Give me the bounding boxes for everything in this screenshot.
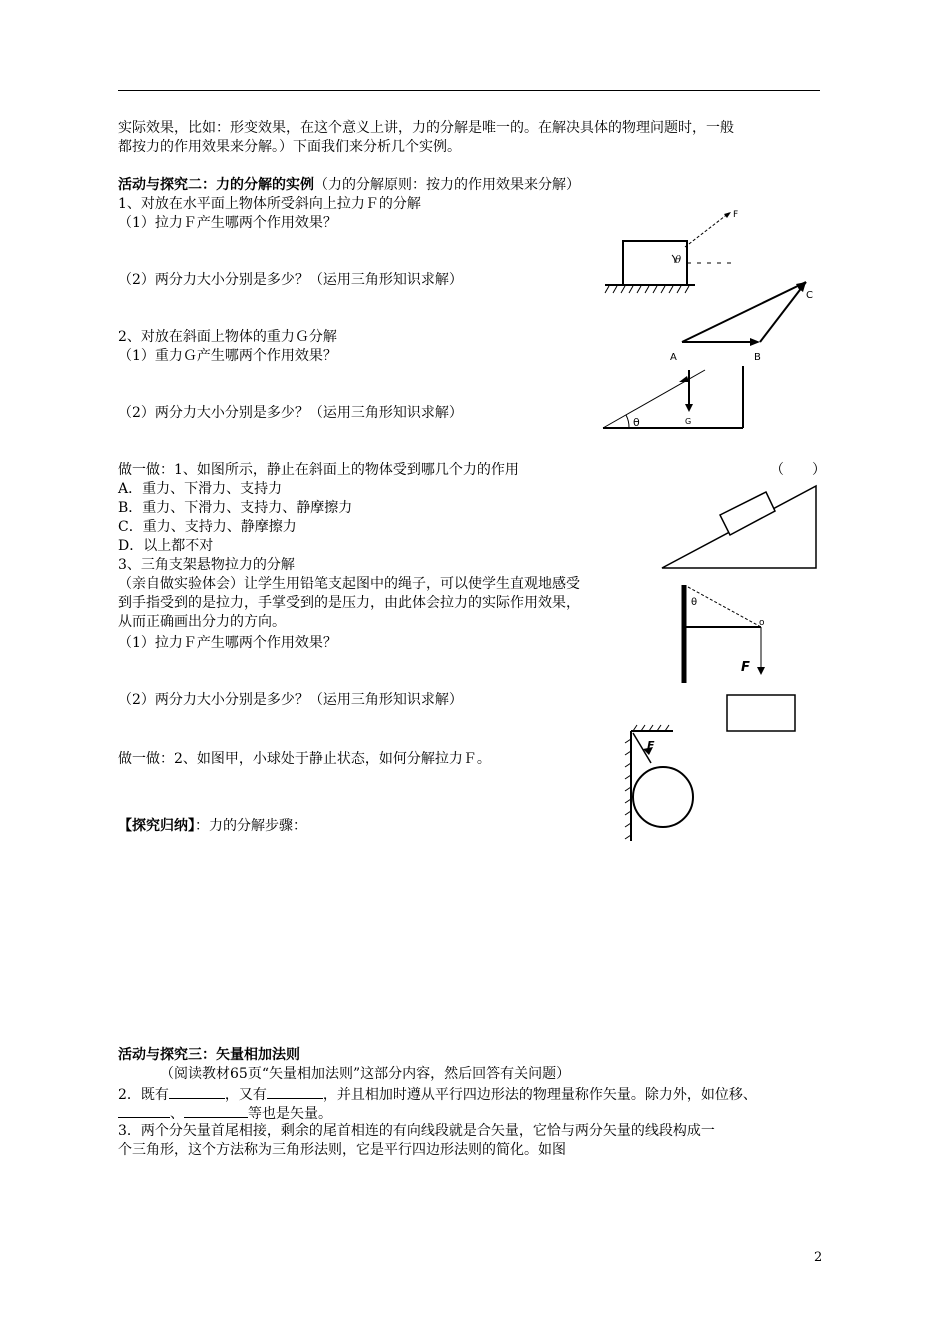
activity3-q2-line2: 、 等也是矢量。: [118, 1103, 332, 1123]
item3-q2: （2）两分力大小分别是多少？（运用三角形知识求解）: [118, 692, 463, 708]
item1-title: 1、对放在水平面上物体所受斜向上拉力Ｆ的分解: [118, 196, 421, 212]
option-b: B．重力、下滑力、支持力、静摩擦力: [118, 500, 353, 516]
item3-desc-1: （亲自做实验体会）让学生用铅笔支起图中的绳子，可以使学生直观地感受: [118, 576, 580, 592]
activity3-note: （阅读教材65页“矢量相加法则”这部分内容，然后回答有关问题）: [160, 1066, 571, 1082]
item3-desc-3: 从而正确画出分力的方向。: [118, 614, 286, 630]
summary-text: ：力的分解步骤：: [195, 818, 307, 834]
blank-4[interactable]: [184, 1103, 248, 1118]
tryit1-answer-bracket: （ ）: [770, 462, 826, 478]
activity2-title: 活动与探究二：力的分解的实例: [118, 177, 314, 193]
fig2-label-b: B: [754, 352, 761, 363]
item2-title: 2、对放在斜面上物体的重力Ｇ分解: [118, 329, 337, 345]
page-number: 2: [814, 1250, 823, 1265]
blank-2[interactable]: [267, 1084, 323, 1099]
summary: [118, 817, 307, 835]
activity3-q2-line1: 2．既有 ，又有 ，并且相加时遵从平行四边形法的物理量称作矢量。除力外，如位移、: [118, 1084, 757, 1104]
item3-title: 3、三角支架悬物拉力的分解: [118, 557, 295, 573]
figure-incline-block: [660, 478, 820, 573]
activity2-heading: [118, 176, 580, 194]
blank-3[interactable]: [118, 1103, 170, 1118]
fig5-angle-label: θ: [691, 597, 698, 608]
item2-q1: （1）重力Ｇ产生哪两个作用效果？: [118, 348, 337, 364]
tryit1-question: 做一做：1、如图所示，静止在斜面上的物体受到哪几个力的作用: [118, 462, 519, 478]
figure-ball-wall: [625, 725, 700, 845]
item1-q2: （2）两分力大小分别是多少？（运用三角形知识求解）: [118, 272, 463, 288]
fig1-angle-label: θ: [675, 255, 682, 266]
fig3-angle-label: θ: [633, 416, 640, 429]
activity3-q3-line1: 3．两个分矢量首尾相接，剩余的尾首相连的有向线段就是合矢量，它恰与两分矢量的线段构成一: [118, 1123, 715, 1139]
activity2-note: （力的分解原则：按力的作用效果来分解）: [314, 177, 580, 193]
item2-q2: （2）两分力大小分别是多少？（运用三角形知识求解）: [118, 405, 463, 421]
activity3-q3-line2: 个三角形，这个方法称为三角形法则，它是平行四边形法则的简化。如图: [118, 1142, 566, 1158]
intro-line-2: 都按力的作用效果来分解。）下面我们来分析几个实例。: [118, 139, 461, 155]
fig5-point-label: o: [759, 618, 765, 628]
option-a: A．重力、下滑力、支持力: [118, 481, 283, 497]
option-c: C．重力、支持力、静摩擦力: [118, 519, 297, 535]
item3-desc-2: 到手指受到的是拉力，手掌受到的是压力，由此体会拉力的实际作用效果，: [118, 595, 580, 611]
figure-bracket-weight: [675, 575, 800, 735]
header-rule: [118, 90, 820, 91]
tryit2: 做一做：2、如图甲，小球处于静止状态，如何分解拉力Ｆ。: [118, 751, 491, 767]
fig3-force-label: G: [685, 417, 692, 426]
figure-incline-gravity: [603, 360, 748, 435]
fig1-force-label: F: [733, 210, 739, 220]
intro-line-1: 实际效果，比如：形变效果，在这个意义上讲，力的分解是唯一的。在解决具体的物理问题时，一般: [118, 120, 734, 136]
figure-vector-triangle: [660, 270, 820, 365]
item3-q1: （1）拉力Ｆ产生哪两个作用效果？: [118, 635, 337, 651]
blank-1[interactable]: [169, 1084, 225, 1099]
summary-title: 【探究归纳】: [118, 818, 195, 834]
fig6-force-label: F: [647, 739, 655, 752]
activity3-title: 活动与探究三：矢量相加法则: [118, 1047, 300, 1063]
option-d: D．以上都不对: [118, 538, 214, 554]
fig2-label-c: C: [806, 290, 813, 301]
item1-q1: （1）拉力Ｆ产生哪两个作用效果？: [118, 215, 337, 231]
fig5-force-label: F: [741, 660, 750, 675]
fig2-label-a: A: [670, 352, 677, 363]
